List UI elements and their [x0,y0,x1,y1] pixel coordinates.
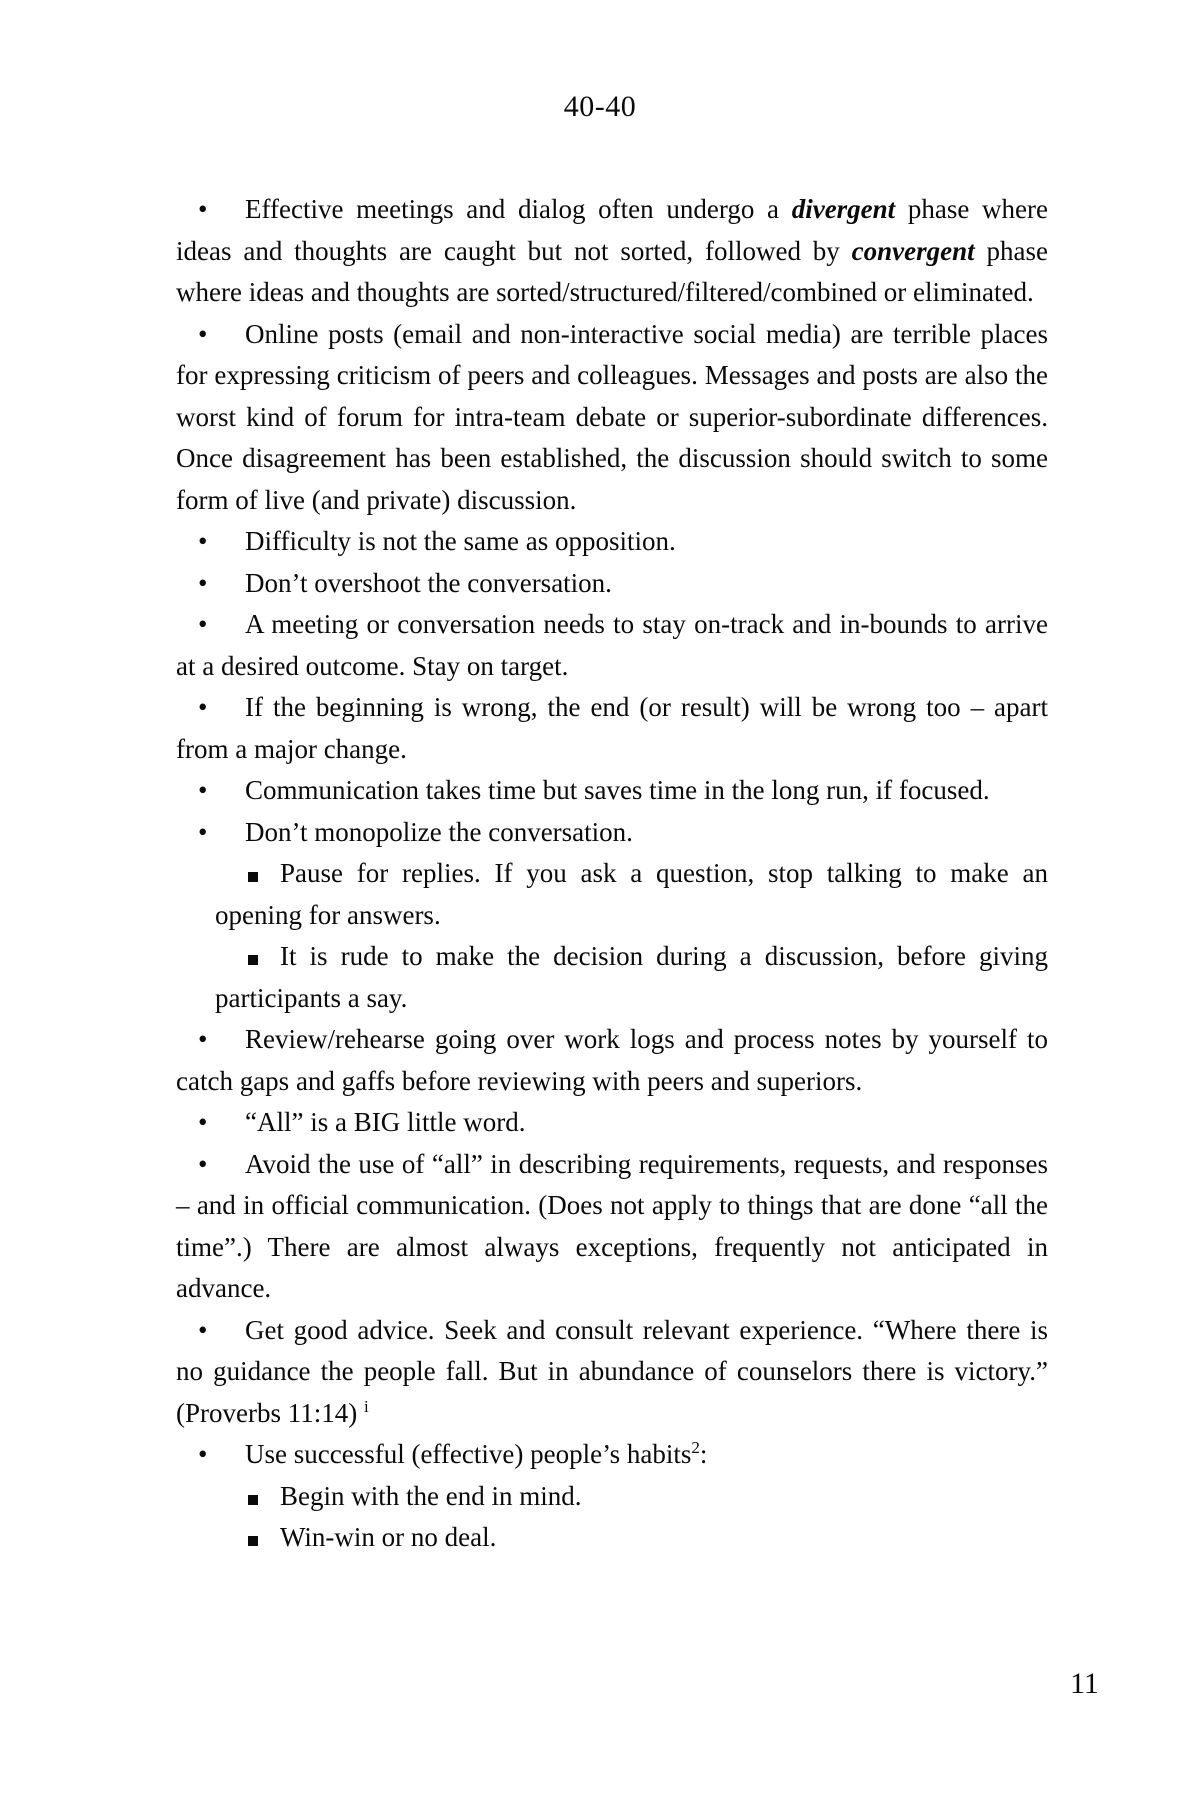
round-bullet-icon: • [198,1148,208,1179]
bullet-text: Don’t monopolize the conversation. [245,816,633,847]
round-bullet-icon: • [198,816,208,847]
bullet-item [176,563,1048,605]
square-bullet-icon [248,1517,280,1559]
square-bullet-icon [248,936,280,978]
bullet-text: : [699,1439,708,1469]
round-bullet-icon: • [198,775,208,805]
round-bullet-icon: • [198,692,208,722]
bullet-text: Begin with the end in mind. [280,1480,582,1511]
bullet-item [176,1019,1048,1102]
round-bullet-icon: • [198,1107,208,1137]
bullet-item [176,687,1048,770]
bullet-text: Online posts (email and non-interactive social media) are terrible places for expressing criticism of peers and colleagues. Messages and posts are also the worst kind of forum for intra-team debate or superior-subordinate differences. Once disagreement has been established, the discussion should switch to some form of live (and private) discussion. [176,318,1048,515]
round-bullet-icon: • [198,609,208,639]
bullet-text: phase where ideas and thoughts are sorted/structured/filtered/combined or eliminated. [176,235,1048,307]
square-bullet-glyph [248,872,258,882]
round-bullet-icon: • [198,1439,208,1469]
bullet-text: Use successful (effective) people’s habits [245,1439,692,1469]
bullet-text: It is rude to make the decision during a discussion, before giving participants a say. [215,941,1048,1013]
bullet-item [176,812,1048,854]
round-bullet-icon: • [198,318,208,349]
bullet-text: Win-win or no deal. [280,1522,497,1552]
page-number: 11 [1070,1667,1099,1700]
square-bullet-glyph [248,1495,258,1505]
bullet-item [176,1102,1048,1144]
superscript-note-reference: i [363,1396,369,1416]
bullet-item [176,189,1048,314]
square-bullet-glyph [248,955,258,965]
bullet-text: Communication takes time but saves time in the long run, if focused. [245,775,990,805]
bullet-text: Avoid the use of “all” in describing requirements, requests, and responses – and in official communication. (Does not apply to things that are done “all the time”.) There are almost always exceptions, frequently not anticipated in advance. [176,1148,1048,1303]
bullet-item [176,770,1048,812]
bullet-item [176,1310,1048,1435]
bullet-list [176,189,1048,1559]
sub-bullet-item [215,936,1048,1019]
sub-bullet-item [215,853,1048,936]
round-bullet-icon: • [198,194,208,224]
round-bullet-icon: • [198,1024,208,1054]
bullet-text: Get good advice. Seek and consult relevant experience. “Where there is no guidance the people fall. But in abundance of counselors there is victory.” (Proverbs 11:14) [176,1314,1048,1428]
emphasized-term: convergent [851,235,975,266]
round-bullet-icon: • [198,526,208,556]
bullet-item [176,314,1048,522]
bullet-text: If the beginning is wrong, the end (or result) will be wrong too – apart from a major change. [176,692,1048,764]
round-bullet-icon: • [198,567,208,598]
emphasized-term: divergent [791,194,896,224]
bullet-item [176,604,1048,687]
bullet-item [176,1144,1048,1310]
bullet-text: Pause for replies. If you ask a question, stop talking to make an opening for answers. [215,858,1048,930]
running-header: 40-40 [563,90,637,123]
bullet-text: phase where ideas and thoughts are caught but not sorted, followed by [176,194,1049,266]
bullet-text: Review/rehearse going over work logs and process notes by yourself to catch gaps and gaffs before reviewing with peers and superiors. [176,1024,1048,1096]
bullet-text: Don’t overshoot the conversation. [245,567,612,598]
bullet-text: A meeting or conversation needs to stay on-track and in-bounds to arrive at a desired outcome. Stay on target. [176,609,1048,681]
bullet-text: Effective meetings and dialog often undergo a [245,194,792,224]
sub-bullet-item [215,1517,1048,1559]
square-bullet-glyph [248,1536,258,1546]
sub-bullet-item [215,1476,1048,1518]
round-bullet-icon: • [198,1314,208,1345]
bullet-text: Difficulty is not the same as opposition. [245,526,676,556]
superscript-note-reference: 2 [691,1438,700,1457]
bullet-item [176,521,1048,563]
bullet-item [176,1434,1048,1476]
square-bullet-icon [248,1476,280,1518]
bullet-text: “All” is a BIG little word. [245,1107,526,1137]
square-bullet-icon [248,853,280,895]
